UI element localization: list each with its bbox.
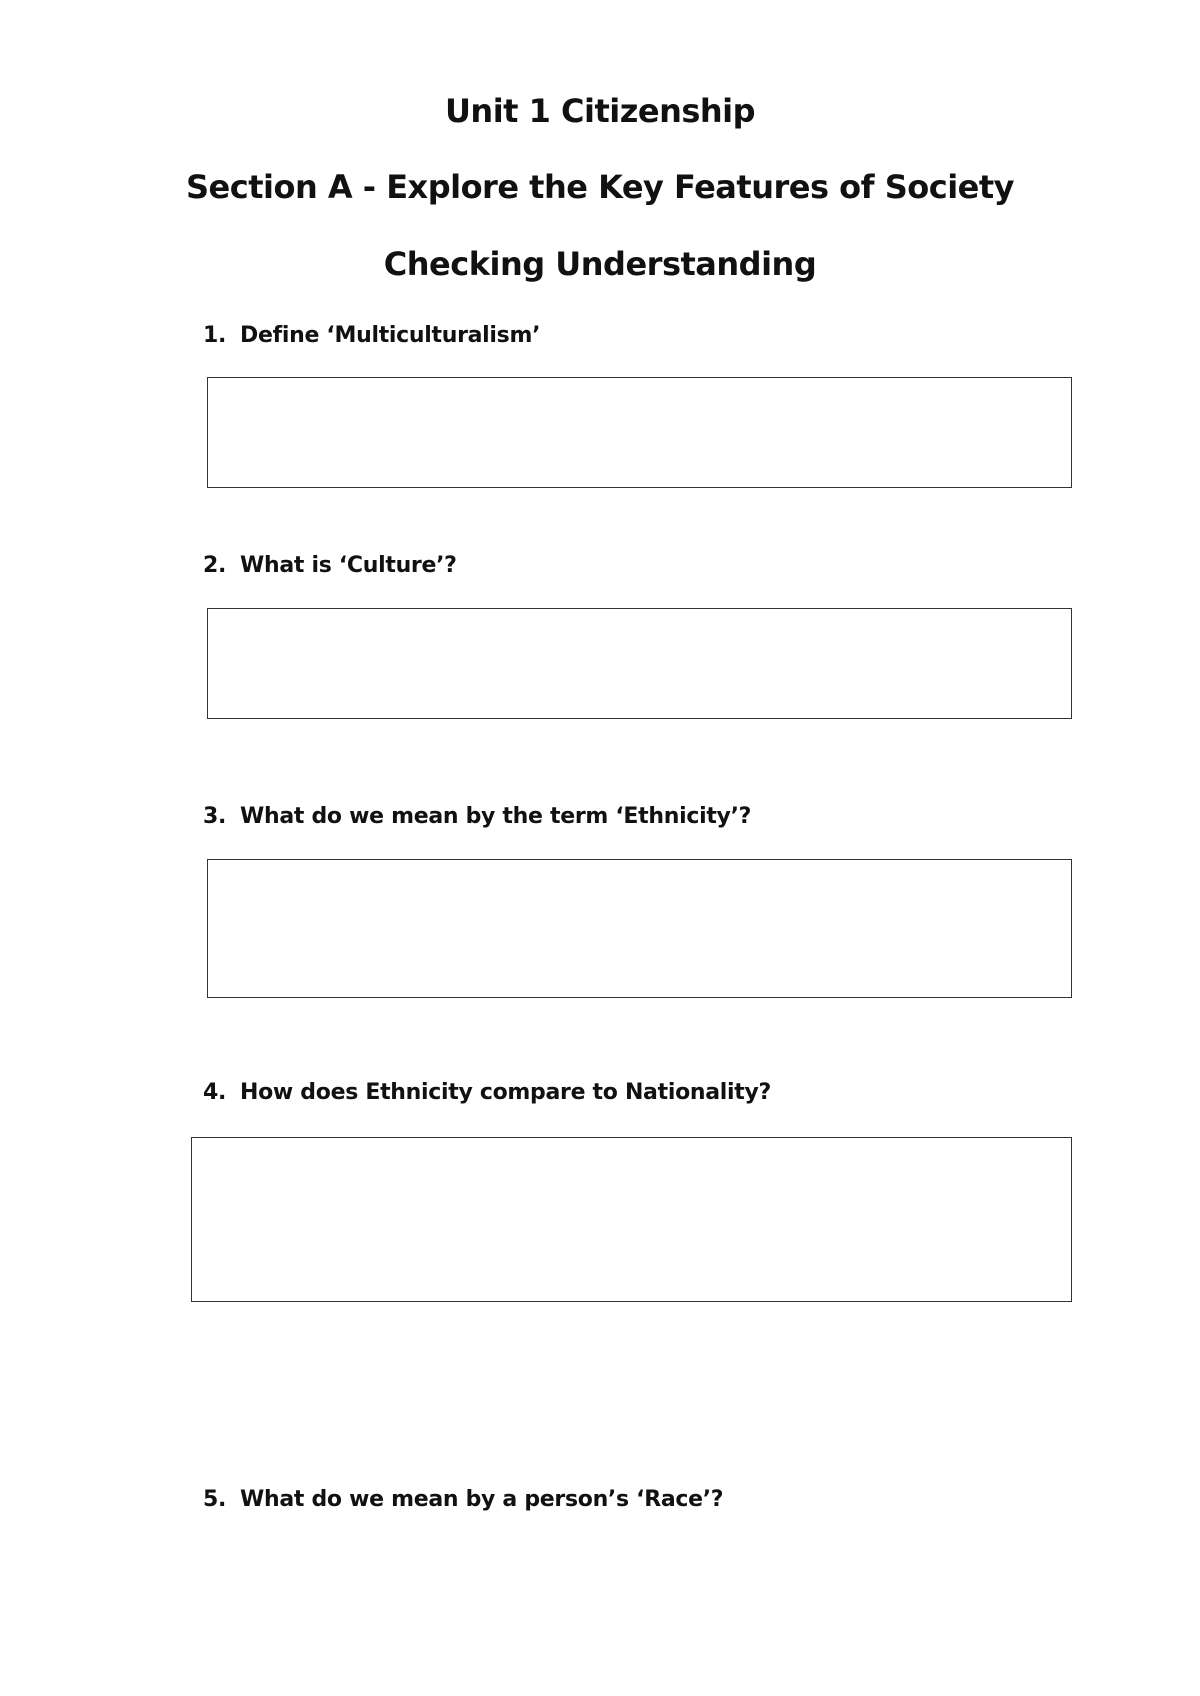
answer-box-2[interactable] <box>207 608 1072 719</box>
question-2-text: What is ‘Culture’? <box>240 553 457 578</box>
question-4-text: How does Ethnicity compare to Nationality? <box>240 1080 771 1105</box>
question-4-number: 4. <box>203 1080 227 1105</box>
answer-box-1[interactable] <box>207 377 1072 488</box>
answer-box-3[interactable] <box>207 859 1072 998</box>
question-2 <box>203 552 457 580</box>
section-title: Section A - Explore the Key Features of Society <box>185 168 1015 206</box>
question-2-number: 2. <box>203 553 227 578</box>
question-5 <box>203 1486 723 1514</box>
question-5-text: What do we mean by a person’s ‘Race’? <box>240 1487 724 1512</box>
question-1-text: Define ‘Multiculturalism’ <box>240 323 541 348</box>
question-3-number: 3. <box>203 804 227 829</box>
worksheet-subtitle: Checking Understanding <box>383 245 817 283</box>
question-5-number: 5. <box>203 1487 227 1512</box>
question-1-number: 1. <box>203 323 227 348</box>
unit-title: Unit 1 Citizenship <box>444 92 756 130</box>
question-4 <box>203 1079 771 1107</box>
question-1 <box>203 322 540 350</box>
question-3-text: What do we mean by the term ‘Ethnicity’? <box>240 804 752 829</box>
question-3 <box>203 803 751 831</box>
answer-box-4[interactable] <box>191 1137 1072 1302</box>
